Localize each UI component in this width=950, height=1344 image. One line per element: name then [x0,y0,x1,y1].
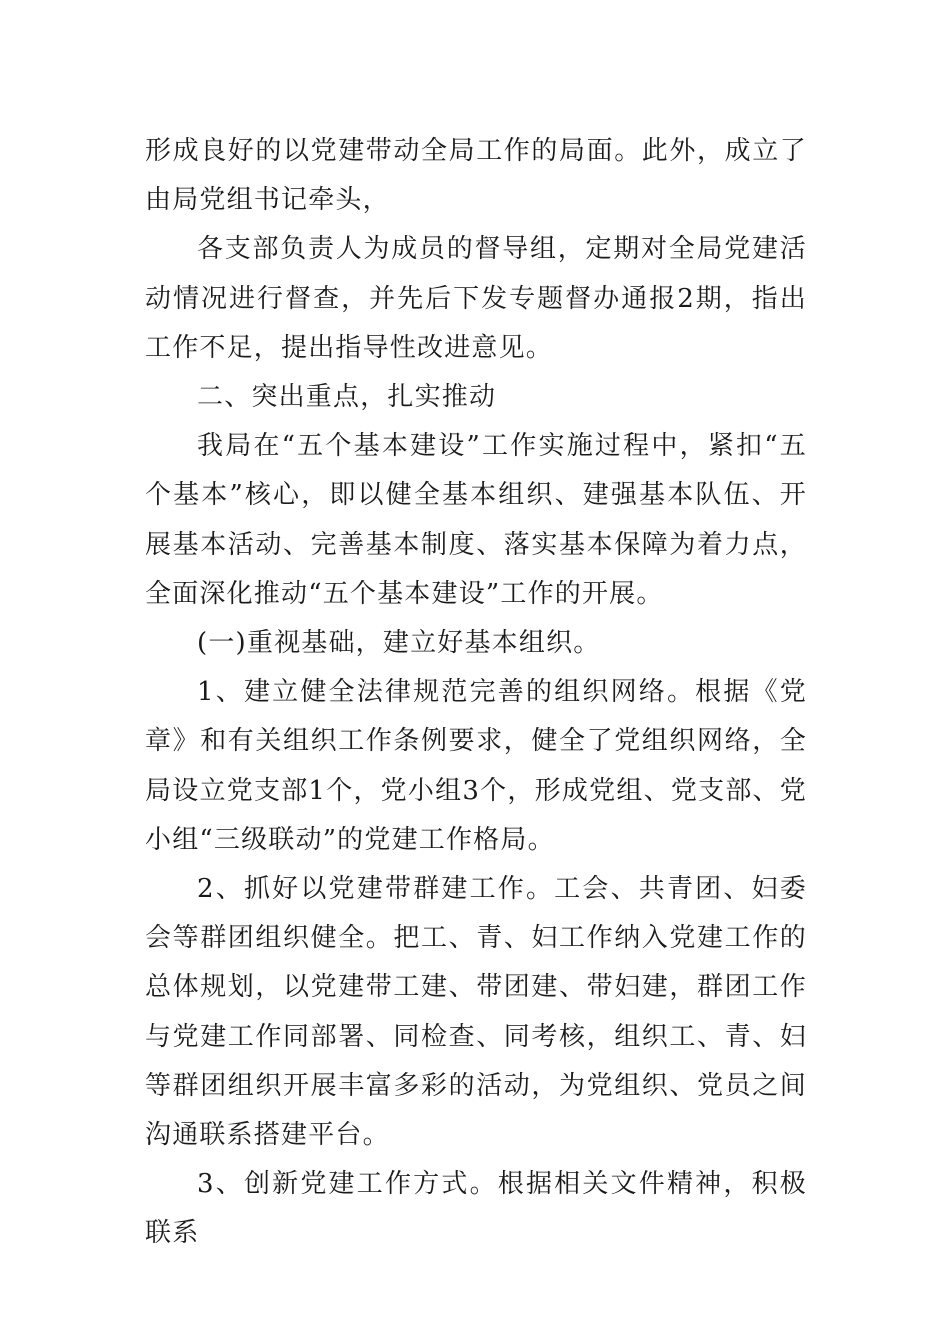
document-body [145,127,807,1259]
paragraph-item-3: 3、创新党建工作方式。根据相关文件精神，积极联系 [145,1169,807,1249]
paragraph-five-basics: 我局在“五个基本建设”工作实施过程中，紧扣“五个基本”核心，即以健全基本组织、建强基本队伍、开展基本活动、完善基本制度、落实基本保障为着力点，全面深化推动“五个基本建设”工作的开展。 [145,431,807,609]
section-heading-two: 二、突出重点，扎实推动 [197,382,497,413]
paragraph-supervision: 各支部负责人为成员的督导组，定期对全局党建活动情况进行督查，并先后下发专题督办通报2期，指出工作不足，提出指导性改进意见。 [145,234,807,363]
subsection-heading-one: (一)重视基础，建立好基本组织。 [197,628,601,659]
paragraph-item-2: 2、抓好以党建带群建工作。工会、共青团、妇委会等群团组织健全。把工、青、妇工作纳入党建工作的总体规划，以党建带工建、带团建、带妇建，群团工作与党建工作同部署、同检查、同考核，组织工、青、妇等群团组织开展丰富多彩的活动，为党组织、党员之间沟通联系搭建平台。 [145,874,807,1151]
paragraph-item-1: 1、建立健全法律规范完善的组织网络。根据《党章》和有关组织工作条例要求，健全了党组织网络，全局设立党支部1个，党小组3个，形成党组、党支部、党小组“三级联动”的党建工作格局。 [145,677,807,855]
paragraph-continuation: 形成良好的以党建带动全局工作的局面。此外，成立了由局党组书记牵头， [145,136,807,216]
